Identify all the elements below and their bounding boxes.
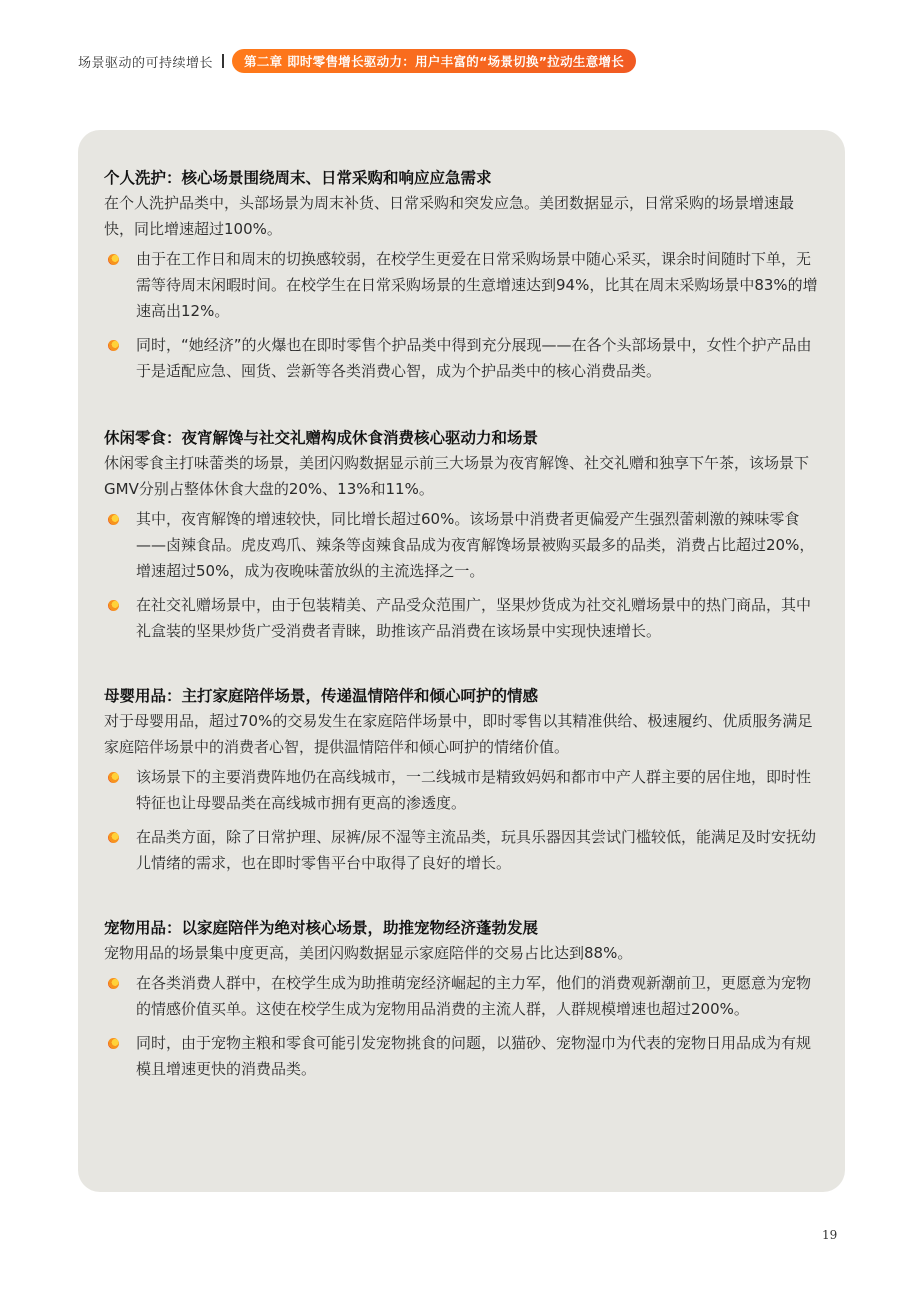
bullet-text: 该场景下的主要消费阵地仍在高线城市，一二线城市是精致妈妈和都市中产人群主要的居住地，即时性特征也让母婴品类在高线城市拥有更高的渗透度。 — [136, 768, 812, 812]
bullet-list — [104, 246, 820, 384]
bullet-item — [104, 970, 820, 1022]
bullet-item — [104, 592, 820, 644]
bullet-list — [104, 970, 820, 1082]
bullet-text: 在各类消费人群中，在校学生成为助推萌宠经济崛起的主力军，他们的消费观新潮前卫，更愿意为宠物的情感价值买单。这使在校学生成为宠物用品消费的主流人群，人群规模增速也超过200%。 — [136, 974, 812, 1018]
section-intro: 宠物用品的场景集中度更高，美团闪购数据显示家庭陪伴的交易占比达到88%。 — [104, 944, 633, 962]
bullet-dot-icon — [108, 832, 119, 843]
bullet-item — [104, 246, 820, 324]
section-intro: 休闲零食主打味蕾类的场景，美团闪购数据显示前三大场景为夜宵解馋、社交礼赠和独享下午茶，该场景下GMV分别占整体休食大盘的20%、13%和11%。 — [104, 454, 810, 498]
page-number: 19 — [822, 1228, 838, 1242]
bullet-dot-icon — [108, 600, 119, 611]
bullet-item — [104, 1030, 820, 1082]
bullet-item — [104, 506, 820, 584]
section-maternal-baby — [104, 684, 820, 884]
bullet-text: 同时，“她经济”的火爆也在即时零售个护品类中得到充分展现——在各个头部场景中，女性个护产品由于是适配应急、囤货、尝新等各类消费心智，成为个护品类中的核心消费品类。 — [136, 336, 812, 380]
page-header — [78, 48, 636, 74]
section-title: 个人洗护：核心场景围绕周末、日常采购和响应应急需求 — [104, 169, 492, 187]
section-intro: 在个人洗护品类中，头部场景为周末补货、日常采购和突发应急。美团数据显示，日常采购的场景增速最快，同比增速超过100%。 — [104, 194, 795, 238]
chapter-badge: 第二章 即时零售增长驱动力：用户丰富的“场景切换”拉动生意增长 — [232, 49, 636, 73]
bullet-dot-icon — [108, 514, 119, 525]
bullet-text: 其中，夜宵解馋的增速较快，同比增长超过60%。该场景中消费者更偏爱产生强烈蕾刺激的辣味零食——卤辣食品。虎皮鸡爪、辣条等卤辣食品成为夜宵解馋场景被购买最多的品类，消费占比超过20%，增速超过50%，成为夜晚味蕾放纵的主流选择之一。 — [136, 510, 815, 580]
bullet-list — [104, 506, 820, 644]
bullet-dot-icon — [108, 1038, 119, 1049]
bullet-item — [104, 824, 820, 876]
section-title: 休闲零食：夜宵解馋与社交礼赠构成休食消费核心驱动力和场景 — [104, 429, 539, 447]
section-intro: 对于母婴用品，超过70%的交易发生在家庭陪伴场景中，即时零售以其精准供给、极速履约、优质服务满足家庭陪伴场景中的消费者心智，提供温情陪伴和倾心呵护的情绪价值。 — [104, 712, 813, 756]
section-personal-care — [104, 166, 820, 392]
section-pet — [104, 916, 820, 1090]
section-title: 母婴用品：主打家庭陪伴场景，传递温情陪伴和倾心呵护的情感 — [104, 687, 539, 705]
bullet-list — [104, 764, 820, 876]
content-panel — [78, 130, 845, 1192]
bullet-text: 在品类方面，除了日常护理、尿裤/尿不湿等主流品类，玩具乐器因其尝试门槛较低，能满足及时安抚幼儿情绪的需求，也在即时零售平台中取得了良好的增长。 — [136, 828, 817, 872]
bullet-text: 在社交礼赠场景中，由于包装精美、产品受众范围广，坚果炒货成为社交礼赠场景中的热门商品，其中礼盒装的坚果炒货广受消费者青睐，助推该产品消费在该场景中实现快速增长。 — [136, 596, 812, 640]
bullet-item — [104, 332, 820, 384]
section-snacks — [104, 426, 820, 652]
bullet-text: 同时，由于宠物主粮和零食可能引发宠物挑食的问题，以猫砂、宠物湿巾为代表的宠物日用品成为有规模且增速更快的消费品类。 — [136, 1034, 812, 1078]
bullet-dot-icon — [108, 254, 119, 265]
bullet-dot-icon — [108, 978, 119, 989]
report-title: 场景驱动的可持续增长 — [78, 55, 214, 71]
bullet-item — [104, 764, 820, 816]
bullet-dot-icon — [108, 340, 119, 351]
section-title: 宠物用品：以家庭陪伴为绝对核心场景，助推宠物经济蓬勃发展 — [104, 919, 539, 937]
header-divider — [222, 54, 224, 68]
bullet-dot-icon — [108, 772, 119, 783]
bullet-text: 由于在工作日和周末的切换感较弱，在校学生更爱在日常采购场景中随心采买，课余时间随时下单，无需等待周末闲暇时间。在校学生在日常采购场景的生意增速达到94%，比其在周末采购场景中83%的增速高出12%。 — [136, 250, 818, 320]
